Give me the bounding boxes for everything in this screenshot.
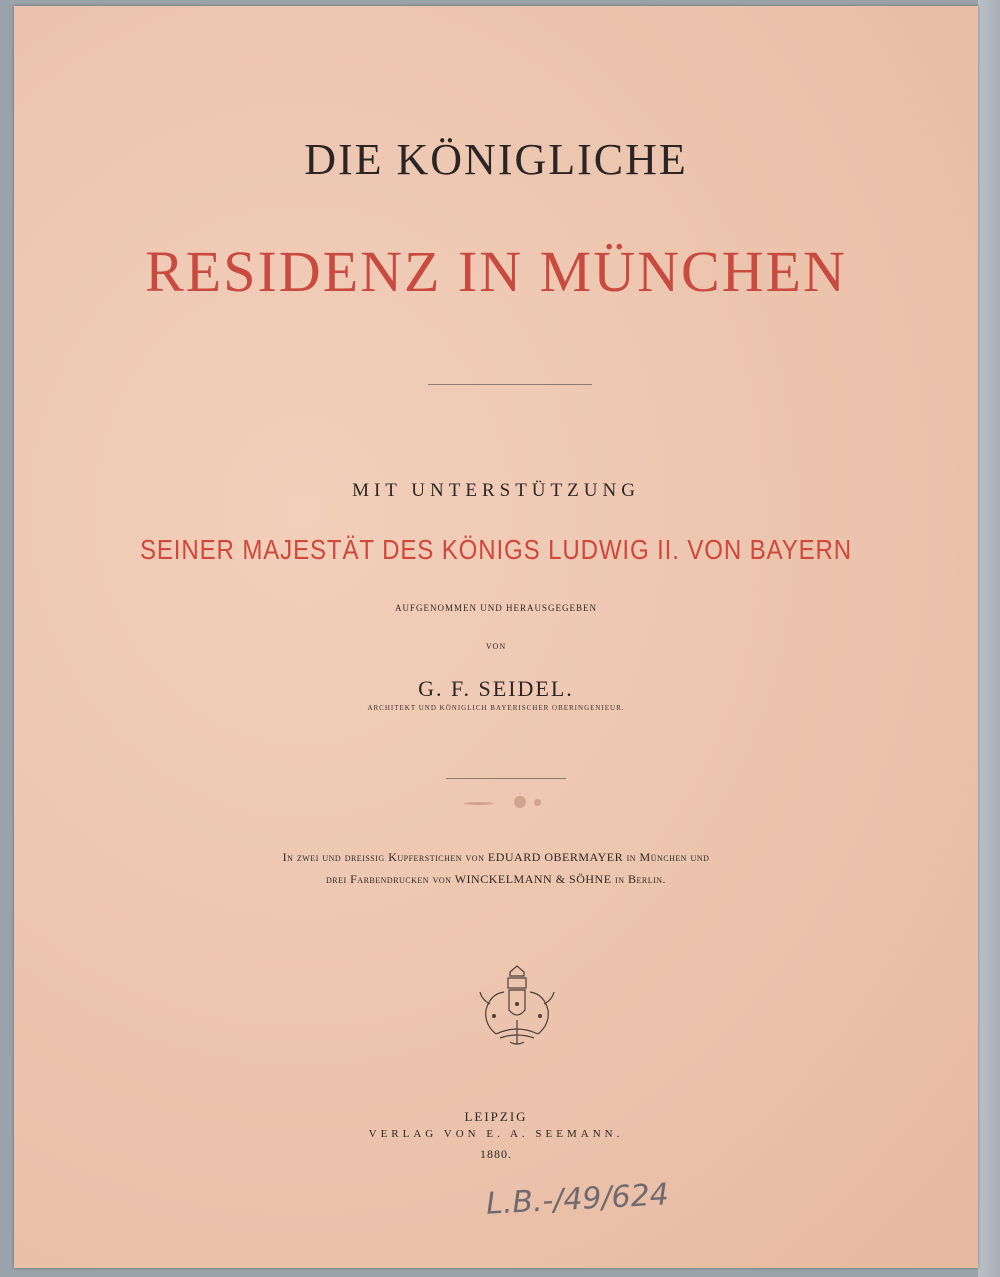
- publisher-emblem-icon: [470, 964, 564, 1048]
- by-line: VON: [485, 642, 507, 651]
- imprint-place: LEIPZIG: [464, 1109, 528, 1124]
- handwritten-shelfmark: L.B.-/49/624: [485, 1177, 670, 1222]
- imprint-publisher: VERLAG VON E. A. SEEMANN.: [368, 1128, 624, 1140]
- ink-stain: [464, 802, 494, 805]
- ink-stain: [514, 796, 526, 808]
- author-name: G. F. SEIDEL.: [418, 676, 574, 701]
- book-edge: [978, 0, 1000, 1277]
- title-page: [14, 6, 978, 1268]
- author-title: ARCHITEKT UND KÖNIGLICH BAYERISCHER OBERINGENIEUR.: [367, 704, 625, 712]
- divider-top: [428, 384, 592, 385]
- engravings-line-1: In zwei und dreissig Kupferstichen von EDUARD OBERMAYER in München und: [282, 850, 710, 864]
- majesty-line: SEINER MAJESTÄT DES KÖNIGS LUDWIG II. VON BAYERN: [139, 534, 853, 565]
- support-line: MIT UNTERSTÜTZUNG: [352, 480, 640, 501]
- imprint-year: 1880.: [480, 1147, 512, 1161]
- divider-middle: [446, 778, 566, 779]
- title-line-1: DIE KÖNIGLICHE: [304, 135, 688, 184]
- title-line-2: RESIDENZ IN MÜNCHEN: [145, 239, 847, 304]
- engravings-line-2: drei Farbendrucken von WINCKELMANN & SÖHNE in Berlin.: [325, 872, 667, 886]
- ink-stain: [534, 799, 541, 806]
- edited-line: AUFGENOMMEN UND HERAUSGEGEBEN: [395, 603, 597, 613]
